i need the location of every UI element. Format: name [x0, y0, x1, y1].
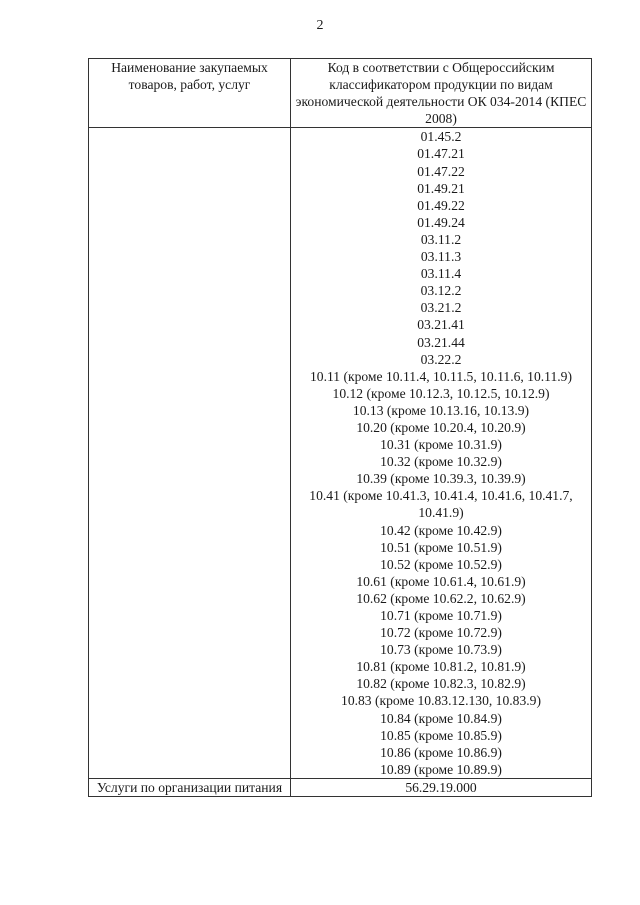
code-entry: 10.83 (кроме 10.83.12.130, 10.83.9) [341, 693, 541, 709]
code-entry: 10.71 (кроме 10.71.9) [380, 608, 502, 623]
code-entry: 10.39 (кроме 10.39.3, 10.39.9) [356, 471, 526, 487]
row-1-codes [291, 128, 592, 779]
code-entry: 10.89 (кроме 10.89.9) [380, 761, 502, 777]
code-entry: 10.81 (кроме 10.81.2, 10.81.9) [356, 659, 526, 675]
code-entry: 10.41 (кроме 10.41.3, 10.41.4, 10.41.6, 10.41.7, 10.41.9) [309, 488, 573, 521]
code-entry: 10.82 (кроме 10.82.3, 10.82.9) [356, 676, 526, 692]
code-entry: 03.11.2 [420, 231, 462, 247]
table-row [89, 128, 592, 779]
code-entry: 03.21.2 [420, 300, 462, 316]
row-2-codes [291, 778, 592, 796]
code-entry: 10.72 (кроме 10.72.9) [380, 625, 502, 641]
code-entry: 10.11 (кроме 10.11.4, 10.11.5, 10.11.6, 10.11.9) [309, 368, 572, 384]
code-entry: 03.12.2 [420, 283, 462, 299]
code-entry: 10.12 (кроме 10.12.3, 10.12.5, 10.12.9) [332, 385, 550, 401]
code-entry: 03.11.3 [420, 249, 462, 265]
code-entry: 10.85 (кроме 10.85.9) [380, 727, 502, 743]
code-entry: 03.21.41 [417, 317, 465, 333]
code-entry: 10.73 (кроме 10.73.9) [380, 642, 502, 658]
row-2-name: Услуги по организации питания [89, 778, 291, 796]
code-entry: 10.62 (кроме 10.62.2, 10.62.9) [356, 590, 526, 606]
code-entry: 10.51 (кроме 10.51.9) [380, 539, 502, 555]
code-entry: 01.45.2 [420, 129, 462, 145]
code-entry: 01.49.22 [417, 197, 465, 213]
code-entry: 10.32 (кроме 10.32.9) [380, 454, 502, 470]
table-header-row [89, 59, 592, 128]
code-entry: 01.47.21 [417, 146, 465, 162]
code-entry: 10.13 (кроме 10.13.16, 10.13.9) [352, 402, 530, 418]
page-number: 2 [316, 18, 324, 33]
code-entry: 10.20 (кроме 10.20.4, 10.20.9) [356, 419, 526, 435]
row-1-name [89, 128, 291, 779]
code-entry: 10.84 (кроме 10.84.9) [380, 710, 502, 726]
table-row [89, 778, 592, 796]
code-entry: 03.22.2 [420, 351, 462, 367]
code-entry: 10.52 (кроме 10.52.9) [380, 556, 502, 572]
code-entry: 01.49.24 [417, 214, 465, 230]
header-goods-name: Наименование закупаемых товаров, работ, услуг [89, 59, 291, 128]
code-entry: 10.61 (кроме 10.61.4, 10.61.9) [356, 573, 526, 589]
code-entry: 10.42 (кроме 10.42.9) [380, 522, 502, 538]
header-okpd-code: Код в соответствии с Общероссийским классификатором продукции по видам экономической деятельности ОК 034-2014 (КПЕС 2008) [291, 59, 592, 128]
code-entry: 03.21.44 [417, 334, 465, 350]
code-entry: 01.47.22 [417, 163, 465, 179]
code-entry: 01.49.21 [417, 180, 465, 196]
code-entry: 56.29.19.000 [405, 779, 477, 795]
code-entry: 10.86 (кроме 10.86.9) [380, 744, 502, 760]
procurement-table [88, 58, 592, 797]
code-entry: 03.11.4 [420, 266, 462, 282]
code-entry: 10.31 (кроме 10.31.9) [380, 437, 502, 453]
